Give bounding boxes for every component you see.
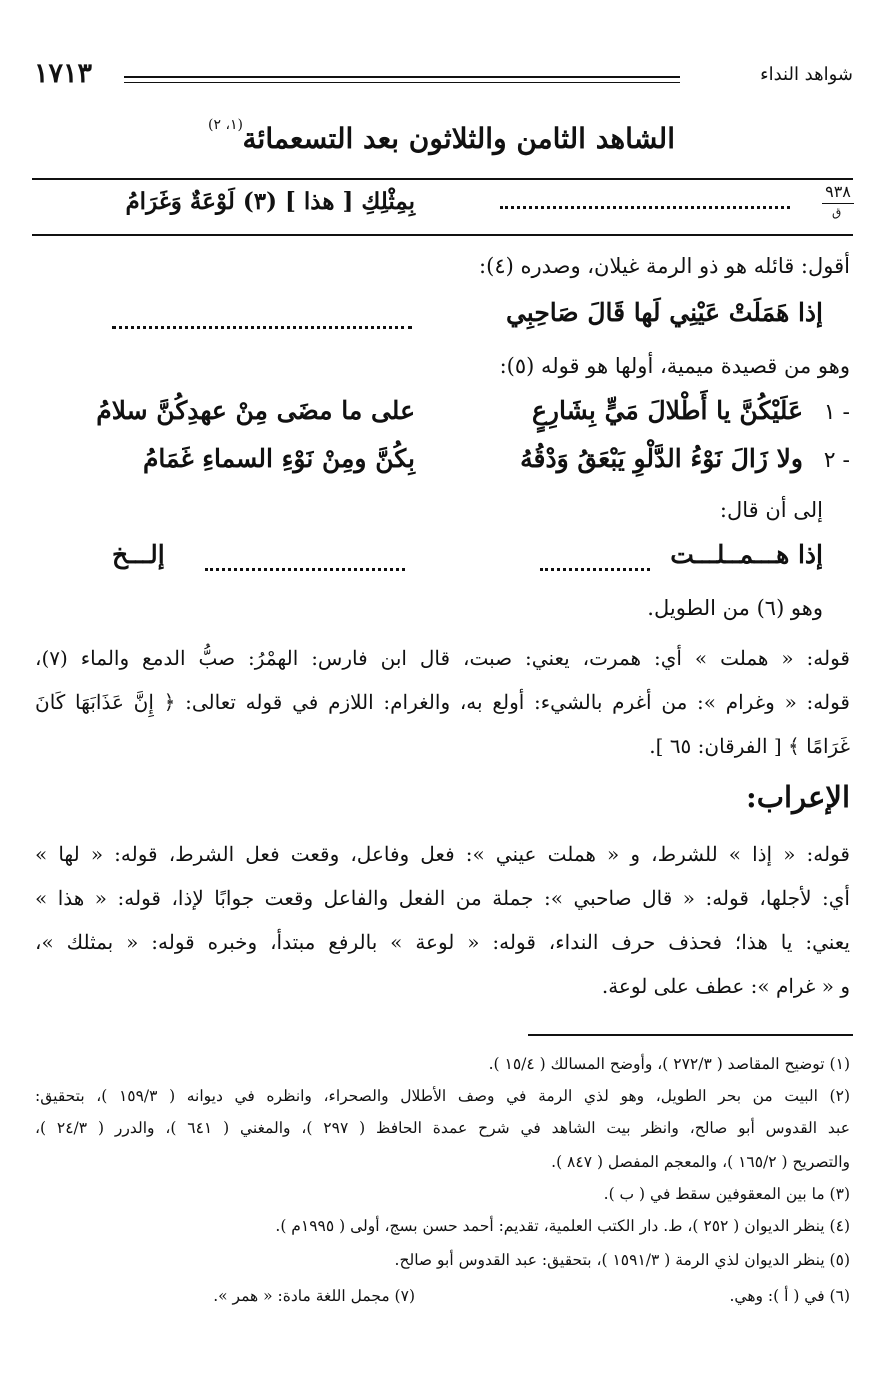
i3rab-line-1: قوله: « إذا » للشرط، و « هملت عيني »: فعل وفاعل، وقعت فعل الشرط، قوله: « لها » <box>35 842 850 866</box>
verse-first-half: إذا هَمَلَتْ عَيْنِي لَها قَالَ صَاحِبِي <box>505 298 823 327</box>
witness-title: الشاهد الثامن والثلاثون بعد التسعمائة <box>242 122 675 155</box>
verse-1-left: على ما مضَى مِنْ عهدِكُنَّ سلامُ <box>96 396 415 425</box>
verse-3-left: إلـــخ <box>112 540 165 569</box>
para-author: أقول: قائله هو ذو الرمة غيلان، وصدره (٤): <box>479 254 850 278</box>
entry-dotted-gap <box>500 206 790 209</box>
verse-3-dotted-a <box>540 568 650 571</box>
footnote-1: (١) توضيح المقاصد ( ٢٧٢/٣ )، وأوضح المسالك ( ١٥/٤ ). <box>488 1055 850 1073</box>
running-title: شواهد النداء <box>760 64 853 85</box>
para-meter: وهو (٦) من الطويل. <box>647 596 823 620</box>
i3rab-line-4: و « غرام »: عطف على لوعة. <box>601 974 850 998</box>
verse-3-dotted-b <box>205 568 405 571</box>
verse-1-right: عَلَيْكُنَّ يا أَطْلالَ مَيٍّ بِشَارِعٍ <box>532 396 803 425</box>
footnote-2-line-2: عبد القدوس أبو صالح، وانظر بيت الشاهد في شرح عمدة الحافظ ( ٢٩٧ )، والمغني ( ٦٤١ )، والدرر ( ٢٤/٣ )، <box>35 1119 850 1137</box>
page-number: ١٧١٣ <box>34 58 93 89</box>
para-until: إلى أن قال: <box>719 498 823 522</box>
verse-3-right: إذا هـــمــلـــت <box>670 540 823 569</box>
verse-number-2: ٢ - <box>823 448 850 473</box>
title-footnote-refs: (١، ٢) <box>208 117 243 133</box>
header-rule-thin <box>124 82 680 83</box>
footnote-2-line-3: والتصريح ( ١٦٥/٢ )، والمعجم المفصل ( ٨٤٧ ). <box>551 1153 850 1171</box>
entry-number-sub: ق <box>832 205 842 219</box>
i3rab-line-3: يعني: يا هذا؛ فحذف حرف النداء، قوله: « لوعة » بالرفع مبتدأ، وخبره قوله: « بمثلك »، <box>35 930 850 954</box>
entry-number: ٩٣٨ <box>825 182 851 201</box>
entry-hemistich: بِمِثْلِكِ [ هذا ] (٣) لَوْعَةٌ وَغَرَامُ <box>125 188 415 215</box>
footnote-2-line-1: (٢) البيت من بحر الطويل، وهو لذي الرمة في وصف الأطلال والصحراء، وانظره في ديوانه ( ١٥٩/٣ )، بتحقيق: <box>35 1087 850 1105</box>
commentary-line-1: قوله: « هملت » أي: همرت، يعني: صبت، قال ابن فارس: الهمْرُ: صبُّ الدمع والماء (٧)، <box>35 646 850 670</box>
entry-rule <box>32 234 853 236</box>
footnote-6: (٦) في ( أ ): وهي. <box>729 1287 850 1305</box>
footnote-3: (٣) ما بين المعقوفين سقط في ( ب ). <box>603 1185 850 1203</box>
para-qasida: وهو من قصيدة ميمية، أولها هو قوله (٥): <box>499 354 850 378</box>
verse-first-dotted <box>112 326 412 329</box>
footnote-4: (٤) ينظر الديوان ( ٢٥٢ )، ط. دار الكتب العلمية، تقديم: أحمد حسن بسج، أولى ( ١٩٩٥م ). <box>275 1217 850 1235</box>
header-rule <box>124 76 680 78</box>
footnote-5: (٥) ينظر الديوان لذي الرمة ( ١٥٩١/٣ )، بتحقيق: عبد القدوس أبو صالح. <box>394 1251 850 1269</box>
commentary-line-3: غَرَامًا ﴾ [ الفرقان: ٦٥ ]. <box>649 734 850 758</box>
commentary-line-2: قوله: « وغرام »: من أغرم بالشيء: أولع به، والغرام: اللازم في قوله تعالى: ﴿ إِنَّ عَذَابَهَا كَانَ <box>35 690 850 714</box>
footnote-rule <box>528 1034 853 1036</box>
i3rab-line-2: أي: لأجلها، قوله: « قال صاحبي »: جملة من الفعل والفاعل وقعت جوابًا لإذا، قوله: « هذا » <box>35 886 850 910</box>
verse-2-left: بِكُنَّ ومِنْ نَوْءِ السماءِ غَمَامُ <box>142 444 415 473</box>
verse-2-right: ولا زَالَ نَوْءُ الدَّلْوِ يَبْعَقُ وَدْقُهُ <box>520 444 803 473</box>
footnote-7: (٧) مجمل اللغة مادة: « همر ». <box>213 1287 415 1305</box>
i3rab-heading: الإعراب: <box>746 780 850 814</box>
verse-number-1: ١ - <box>823 400 850 425</box>
title-rule <box>32 178 853 180</box>
entry-number-rule <box>822 203 854 204</box>
